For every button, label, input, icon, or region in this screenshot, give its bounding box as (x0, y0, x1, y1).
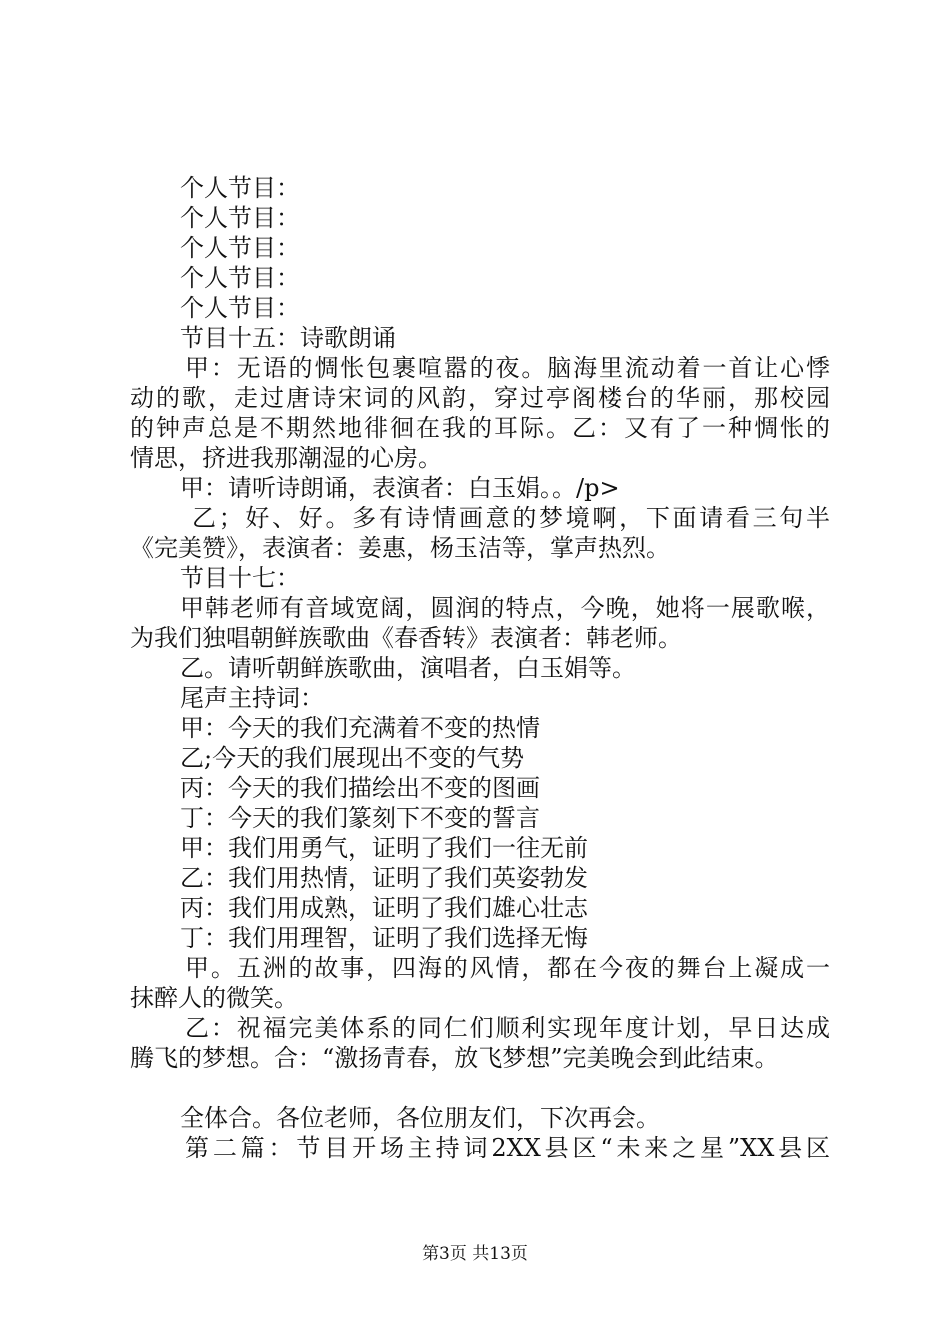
text-line: 甲。五洲的故事，四海的风情，都在今夜的舞台上凝成一 (185, 954, 830, 982)
text-line: 的钟声总是不期然地徘徊在我的耳际。乙：又有了一种惆怅的 (130, 414, 830, 442)
text-line: 甲：我们用勇气，证明了我们一往无前 (180, 834, 588, 862)
text-line: 《完美赞》，表演者：姜惠，杨玉洁等，掌声热烈。 (130, 534, 670, 562)
text-line: 甲：请听诗朗诵，表演者：白玉娟。。/p> (180, 474, 620, 502)
text-line: 腾飞的梦想。合：“激扬青春，放飞梦想”完美晚会到此结束。 (130, 1044, 779, 1072)
text-line: 乙。请听朝鲜族歌曲，演唱者，白玉娟等。 (180, 654, 636, 682)
blank-line (130, 1073, 830, 1103)
text-line: 丁：我们用理智，证明了我们选择无悔 (180, 924, 588, 952)
text-line: 个人节目： (180, 174, 300, 202)
text-line: 抹醉人的微笑。 (130, 984, 298, 1012)
text-line: 个人节目： (180, 264, 300, 292)
text-line: 甲：无语的惆怅包裹喧嚣的夜。脑海里流动着一首让心悸 (185, 354, 830, 382)
text-line: 乙：祝福完美体系的同仁们顺利实现年度计划，早日达成 (185, 1014, 830, 1042)
text-line: 乙;今天的我们展现出不变的气势 (180, 744, 525, 772)
text-line: 尾声主持词： (180, 684, 324, 712)
text-line: 全体合。各位老师，各位朋友们，下次再会。 (180, 1104, 660, 1132)
text-line: 丙：我们用成熟，证明了我们雄心壮志 (180, 894, 588, 922)
text-line: 丁：今天的我们篆刻下不变的誓言 (180, 804, 540, 832)
text-line: 乙；好、好。多有诗情画意的梦境啊，下面请看三句半 (192, 504, 830, 532)
text-line: 丙：今天的我们描绘出不变的图画 (180, 774, 540, 802)
text-line: 为我们独唱朝鲜族歌曲《春香转》表演者：韩老师。 (130, 624, 682, 652)
document-body (130, 173, 830, 1163)
text-line: 第二篇：节目开场主持词2XX县区“未来之星”XX县区 (185, 1134, 830, 1162)
text-line: 个人节目： (180, 234, 300, 262)
text-line: 个人节目： (180, 294, 300, 322)
text-line: 节目十七： (180, 564, 300, 592)
text-line: 乙：我们用热情，证明了我们英姿勃发 (180, 864, 588, 892)
text-line: 甲韩老师有音域宽阔，圆润的特点，今晚，她将一展歌喉， (180, 594, 830, 622)
text-line: 情思，挤进我那潮湿的心房。 (130, 444, 442, 472)
text-line: 甲：今天的我们充满着不变的热情 (180, 714, 540, 742)
text-line: 个人节目： (180, 204, 300, 232)
text-line: 节目十五：诗歌朗诵 (180, 324, 396, 352)
text-line: 动的歌，走过唐诗宋词的风韵，穿过亭阁楼台的华丽，那校园 (130, 384, 830, 412)
page-footer: 第3页 共13页 (422, 1244, 528, 1264)
